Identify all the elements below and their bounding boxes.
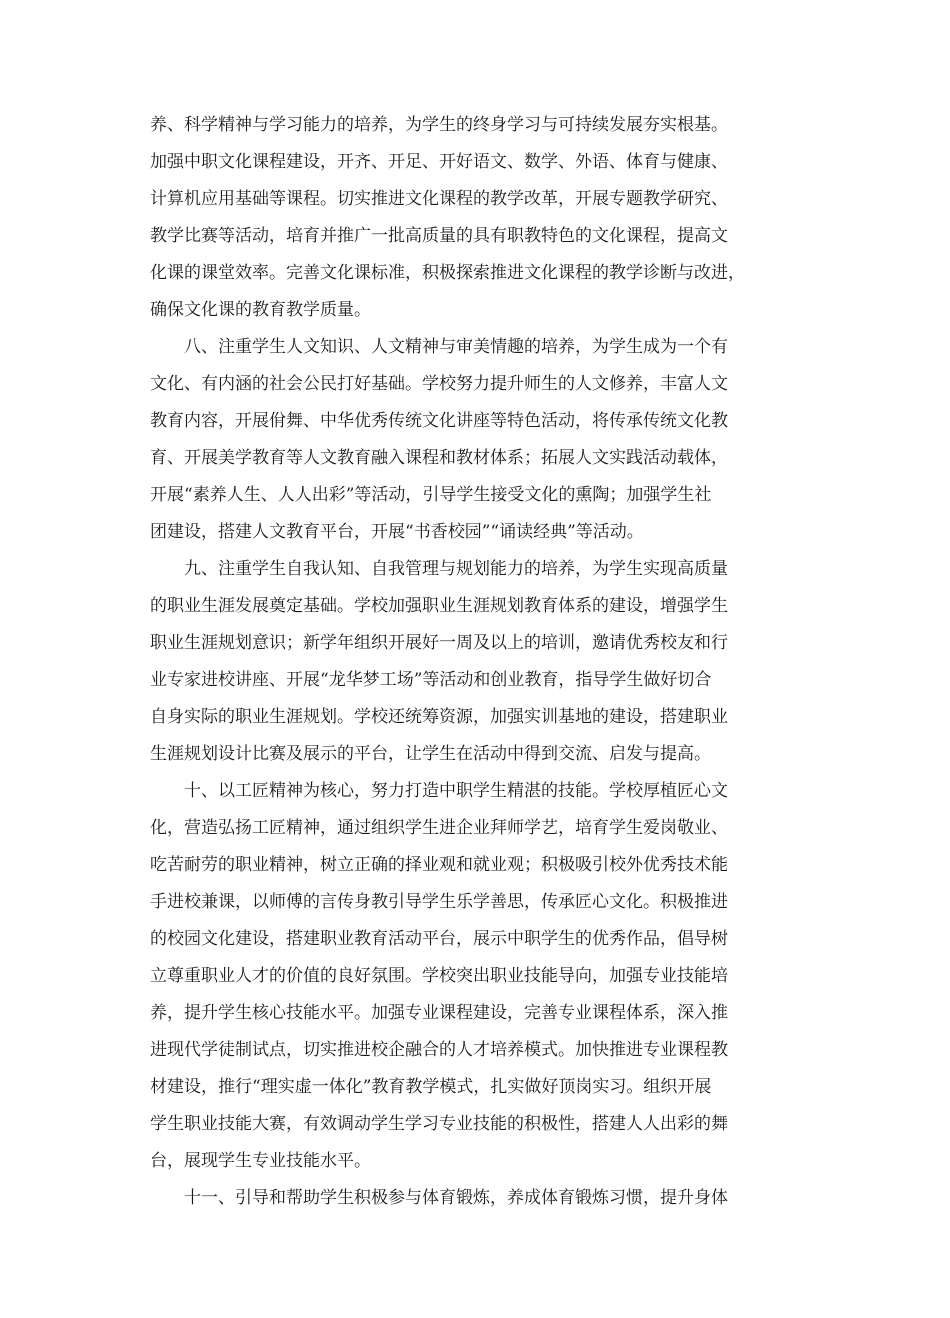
text-line: 材建设，推行“理实虚一体化”教育教学模式，扎实做好顶岗实习。组织开展 <box>150 1077 712 1097</box>
text-line: 业专家进校讲座、开展“龙华梦工场”等活动和创业教育，指导学生做好切合 <box>150 670 712 690</box>
text-line: 加强中职文化课程建设，开齐、开足、开好语文、数学、外语、体育与健康、 <box>150 152 728 172</box>
text-line: 八、注重学生人文知识、人文精神与审美情趣的培养，为学生成为一个有 <box>150 337 728 357</box>
paragraph-9 <box>150 551 810 773</box>
text-line: 文化、有内涵的社会公民打好基础。学校努力提升师生的人文修养，丰富人文 <box>150 374 728 394</box>
text-line: 自身实际的职业生涯规划。学校还统筹资源，加强实训基地的建设，搭建职业 <box>150 707 728 727</box>
body-text <box>150 107 810 1217</box>
text-line: 九、注重学生自我认知、自我管理与规划能力的培养，为学生实现高质量 <box>150 559 728 579</box>
text-line: 十一、引导和帮助学生积极参与体育锻炼，养成体育锻炼习惯，提升身体 <box>150 1188 728 1208</box>
text-line: 养、科学精神与学习能力的培养，为学生的终身学习与可持续发展夯实根基。 <box>150 115 728 135</box>
paragraph-7-continued <box>150 107 810 329</box>
text-line: 生涯规划设计比赛及展示的平台，让学生在活动中得到交流、启发与提高。 <box>150 744 711 764</box>
text-line: 手进校兼课，以师傅的言传身教引导学生乐学善思，传承匠心文化。积极推进 <box>150 892 728 912</box>
text-line: 进现代学徒制试点，切实推进校企融合的人才培养模式。加快推进专业课程教 <box>150 1040 728 1060</box>
text-line: 吃苦耐劳的职业精神，树立正确的择业观和就业观；积极吸引校外优秀技术能 <box>150 855 728 875</box>
text-line: 教学比赛等活动，培育并推广一批高质量的具有职教特色的文化课程，提高文 <box>150 226 728 246</box>
text-line: 养，提升学生核心技能水平。加强专业课程建设，完善专业课程体系，深入推 <box>150 1003 728 1023</box>
text-line: 学生职业技能大赛，有效调动学生学习专业技能的积极性，搭建人人出彩的舞 <box>150 1114 728 1134</box>
text-line: 的职业生涯发展奠定基础。学校加强职业生涯规划教育体系的建设，增强学生 <box>150 596 728 616</box>
text-line: 立尊重职业人才的价值的良好氛围。学校突出职业技能导向，加强专业技能培 <box>150 966 728 986</box>
text-line: 计算机应用基础等课程。切实推进文化课程的教学改革，开展专题教学研究、 <box>150 189 728 209</box>
text-line: 台，展现学生专业技能水平。 <box>150 1151 371 1171</box>
text-line: 的校园文化建设，搭建职业教育活动平台，展示中职学生的优秀作品，倡导树 <box>150 929 728 949</box>
text-line: 育、开展美学教育等人文教育融入课程和教材体系；拓展人文实践活动载体， <box>150 448 728 468</box>
paragraph-8 <box>150 329 810 551</box>
text-line: 化课的课堂效率。完善文化课标准，积极探索推进文化课程的教学诊断与改进， <box>150 263 745 283</box>
text-line: 化，营造弘扬工匠精神，通过组织学生进企业拜师学艺，培育学生爱岗敬业、 <box>150 818 728 838</box>
text-line: 团建设，搭建人文教育平台，开展“书香校园”“诵读经典”等活动。 <box>150 522 644 542</box>
paragraph-11 <box>150 1180 810 1217</box>
text-line: 十、以工匠精神为核心，努力打造中职学生精湛的技能。学校厚植匠心文 <box>150 781 728 801</box>
text-line: 职业生涯规划意识；新学年组织开展好一周及以上的培训，邀请优秀校友和行 <box>150 633 728 653</box>
paragraph-10 <box>150 773 810 1180</box>
text-line: 确保文化课的教育教学质量。 <box>150 300 371 320</box>
text-line: 开展“素养人生、人人出彩”等活动，引导学生接受文化的熏陶；加强学生社 <box>150 485 712 505</box>
text-line: 教育内容，开展佾舞、中华优秀传统文化讲座等特色活动，将传承传统文化教 <box>150 411 728 431</box>
